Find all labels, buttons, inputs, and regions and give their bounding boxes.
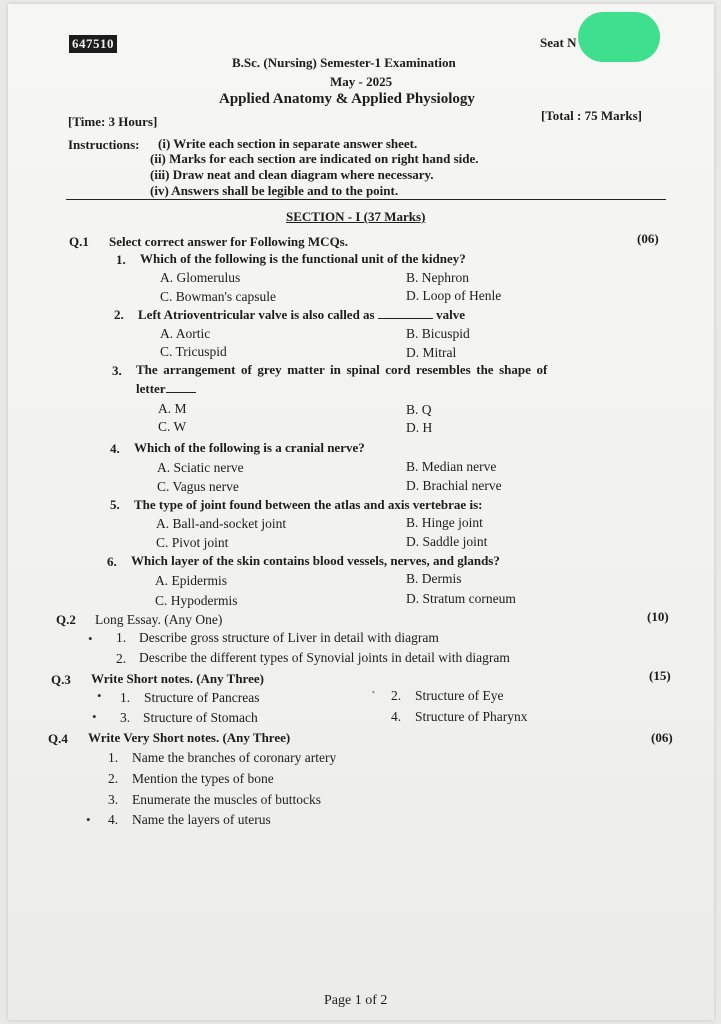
list-item-number: 2. bbox=[108, 771, 119, 786]
question-text: Write Short notes. (Any Three) bbox=[91, 671, 264, 686]
mcq-question-cont: letter bbox=[136, 381, 196, 397]
list-item: Structure of Eye bbox=[415, 688, 504, 703]
mcq-option: D. Brachial nerve bbox=[406, 478, 502, 493]
pen-tick-mark: ˺ bbox=[371, 688, 376, 703]
instruction-item: (ii) Marks for each section are indicated on right hand side. bbox=[150, 151, 479, 166]
list-item: Enumerate the muscles of buttocks bbox=[132, 792, 321, 807]
question-number: Q.2 bbox=[56, 612, 76, 627]
mcq-question: Which of the following is the functional unit of the kidney? bbox=[140, 251, 466, 266]
exam-total-marks: [Total : 75 Marks] bbox=[541, 108, 642, 123]
list-item: Mention the types of bone bbox=[132, 771, 274, 786]
list-item-number: 4. bbox=[391, 709, 402, 724]
question-marks: (15) bbox=[649, 668, 671, 683]
pen-tick-mark: • bbox=[88, 631, 93, 646]
mcq-option: D. Loop of Henle bbox=[406, 288, 502, 303]
list-item-number: 1. bbox=[116, 630, 127, 645]
exam-time: [Time: 3 Hours] bbox=[68, 114, 158, 129]
mcq-number: 3. bbox=[112, 363, 122, 378]
section-title: SECTION - I (37 Marks) bbox=[286, 209, 426, 224]
mcq-number: 4. bbox=[110, 441, 120, 456]
pen-tick-mark: • bbox=[92, 709, 97, 724]
mcq-option: D. H bbox=[406, 420, 433, 435]
mcq-question: Which layer of the skin contains blood vessels, nerves, and glands? bbox=[131, 553, 500, 568]
instructions-label: Instructions: bbox=[68, 137, 140, 152]
mcq-option: C. Hypodermis bbox=[155, 593, 238, 608]
mcq-option: B. Hinge joint bbox=[406, 515, 483, 530]
mcq-option: C. Pivot joint bbox=[156, 535, 229, 550]
instruction-item: (i) Write each section in separate answer sheet. bbox=[158, 136, 418, 151]
mcq-number: 1. bbox=[116, 252, 126, 267]
exam-title: B.Sc. (Nursing) Semester-1 Examination bbox=[232, 55, 456, 70]
mcq-number: 2. bbox=[114, 307, 124, 322]
question-marks: (06) bbox=[637, 231, 659, 246]
mcq-option: B. Dermis bbox=[406, 571, 462, 586]
question-number: Q.1 bbox=[69, 234, 89, 249]
mcq-option: C. Tricuspid bbox=[160, 344, 227, 359]
mcq-option: C. Bowman's capsule bbox=[160, 289, 277, 304]
mcq-question: The arrangement of grey matter in spinal cord resembles the shape of bbox=[136, 362, 548, 377]
list-item-number: 1. bbox=[120, 690, 131, 705]
pen-tick-mark: • bbox=[97, 688, 102, 703]
list-item: Structure of Pancreas bbox=[144, 690, 260, 705]
subject-title: Applied Anatomy & Applied Physiology bbox=[219, 91, 475, 107]
mcq-question: Which of the following is a cranial nerve? bbox=[134, 440, 365, 455]
question-text: Long Essay. (Any One) bbox=[95, 612, 223, 627]
mcq-option: A. Sciatic nerve bbox=[157, 460, 244, 475]
instruction-item: (iv) Answers shall be legible and to the point. bbox=[150, 183, 399, 198]
mcq-option: A. Glomerulus bbox=[160, 270, 241, 285]
question-marks: (06) bbox=[651, 730, 673, 745]
pen-tick-mark: • bbox=[86, 812, 91, 827]
exam-session: May - 2025 bbox=[330, 74, 393, 89]
list-item: Describe gross structure of Liver in detail with diagram bbox=[139, 630, 439, 645]
question-text: Write Very Short notes. (Any Three) bbox=[88, 730, 291, 745]
list-item: Describe the different types of Synovial joints in detail with diagram bbox=[139, 650, 510, 665]
list-item-number: 3. bbox=[108, 792, 119, 807]
mcq-number: 6. bbox=[107, 554, 117, 569]
mcq-option: D. Stratum corneum bbox=[406, 591, 516, 606]
mcq-option: A. Aortic bbox=[160, 326, 211, 341]
mcq-number: 5. bbox=[110, 497, 120, 512]
list-item-number: 4. bbox=[108, 812, 119, 827]
mcq-option: C. Vagus nerve bbox=[157, 479, 239, 494]
instruction-item: (iii) Draw neat and clean diagram where necessary. bbox=[150, 167, 434, 182]
question-marks: (10) bbox=[647, 609, 669, 624]
page-number: Page 1 of 2 bbox=[324, 993, 388, 1008]
mcq-question: Left Atrioventricular valve is also called as valve bbox=[138, 307, 466, 322]
list-item-number: 1. bbox=[108, 750, 119, 765]
list-item-number: 2. bbox=[116, 651, 127, 666]
mcq-option: A. Ball-and-socket joint bbox=[156, 516, 287, 531]
mcq-option: B. Q bbox=[406, 402, 432, 417]
redaction-blot bbox=[578, 12, 660, 62]
mcq-option: D. Saddle joint bbox=[406, 534, 488, 549]
list-item-number: 2. bbox=[391, 688, 402, 703]
mcq-option: B. Nephron bbox=[406, 270, 469, 285]
list-item-number: 3. bbox=[120, 710, 131, 725]
list-item: Name the branches of coronary artery bbox=[132, 750, 337, 765]
question-number: Q.3 bbox=[51, 672, 71, 687]
question-number: Q.4 bbox=[48, 731, 68, 746]
paper-code: 647510 bbox=[69, 35, 117, 53]
mcq-option: B. Median nerve bbox=[406, 459, 497, 474]
mcq-option: C. W bbox=[158, 419, 187, 434]
header-divider bbox=[66, 199, 666, 200]
mcq-option: D. Mitral bbox=[406, 345, 457, 360]
mcq-option: A. Epidermis bbox=[155, 573, 227, 588]
mcq-option: B. Bicuspid bbox=[406, 326, 470, 341]
mcq-option: A. M bbox=[158, 401, 187, 416]
mcq-question: The type of joint found between the atlas and axis vertebrae is: bbox=[134, 497, 483, 512]
seat-number-label: Seat N bbox=[540, 35, 577, 50]
question-text: Select correct answer for Following MCQs. bbox=[109, 234, 348, 249]
list-item: Structure of Pharynx bbox=[415, 709, 528, 724]
list-item: Name the layers of uterus bbox=[132, 812, 271, 827]
list-item: Structure of Stomach bbox=[143, 710, 258, 725]
